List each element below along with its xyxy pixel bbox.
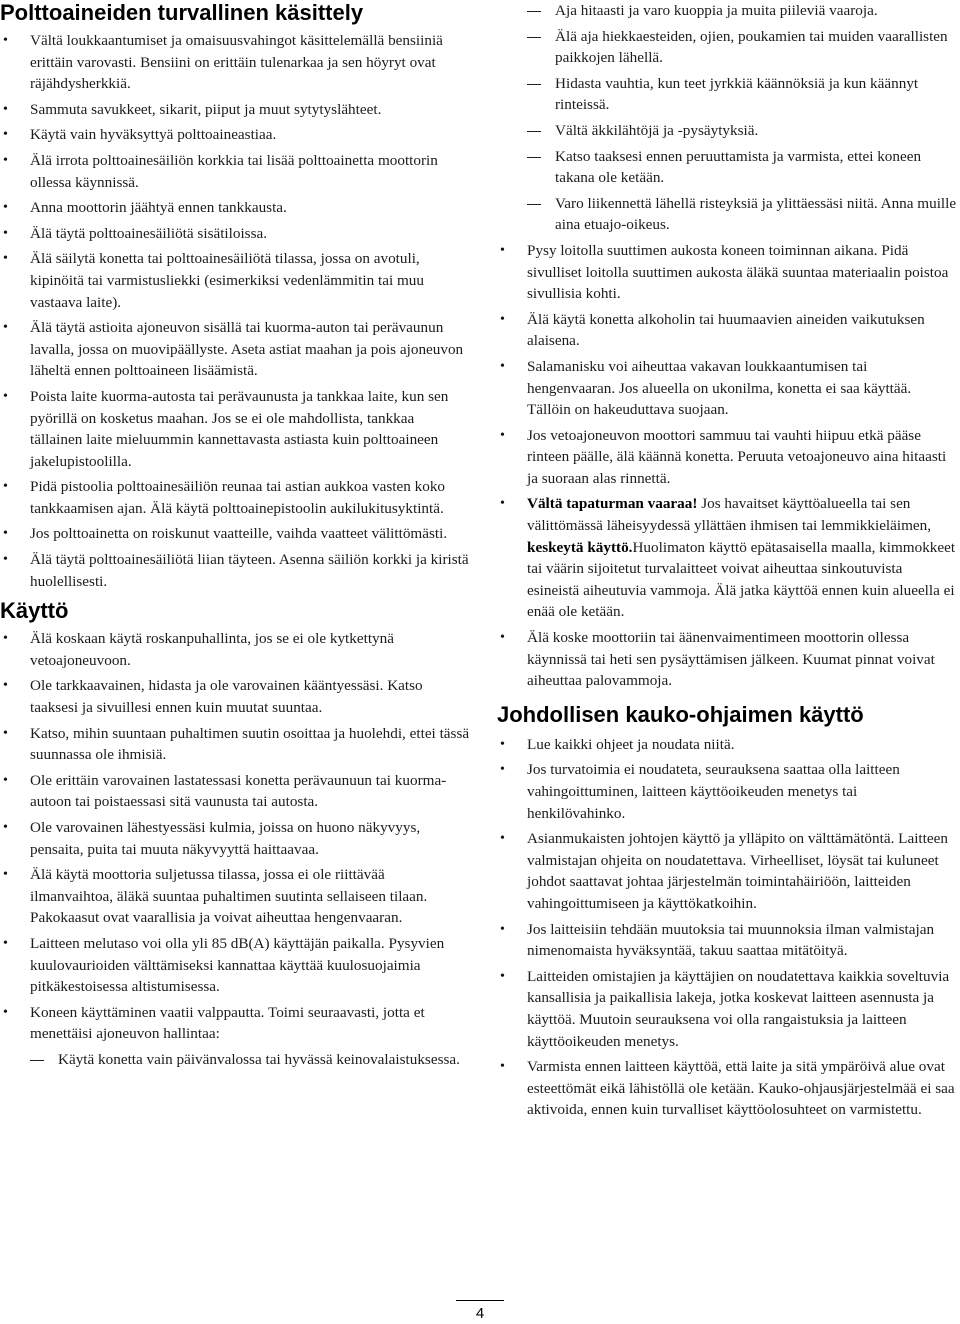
list-item: • Laitteiden omistajien ja käyttäjien on noudatettava kaikkia soveltuvia kansallisia ja paikallisia lakeja, jotka koskevat laitteen asennusta ja käyttöä. Muutoin seurauksena voi olla rangaistuksia ja laitteen käyttöoikeuden menetys.	[497, 966, 957, 1052]
accident-warning-item	[497, 493, 957, 623]
sub-list-item: Älä aja hiekkaesteiden, ojien, poukamien tai muiden vaarallisten paikkojen lähellä.	[497, 26, 957, 69]
page-number: 4	[475, 1305, 485, 1322]
list-item: • Ole varovainen lähestyessäsi kulmia, joissa on huono näkyvyys, pensaita, puita tai muuta näkyvyyttä haittaavaa.	[0, 817, 470, 860]
sub-list-item: Aja hitaasti ja varo kuoppia ja muita piileviä vaaroja.	[497, 0, 957, 22]
list-item: • Ole erittäin varovainen lastatessasi konetta perävaunuun tai kuorma-autoon tai poistaessasi sitä vaunusta tai autosta.	[0, 770, 470, 813]
list-item: • Ole tarkkaavainen, hidasta ja ole varovainen kääntyessäsi. Katso taaksesi ja sivuillesi ennen kuin muutat suuntaa.	[0, 675, 470, 718]
list-item: • Laitteen melutaso voi olla yli 85 dB(A) käyttäjän paikalla. Pysyvien kuulovaurioiden välttämiseksi kannattaa käyttää kuulosuojaimia pitkäkestoisessa altistumisessa.	[0, 933, 470, 998]
fuel-safety-list	[0, 30, 470, 592]
operation-heading: Käyttö	[0, 598, 69, 624]
sub-list-item: Hidasta vauhtia, kun teet jyrkkiä käännöksiä ja kun käännyt rinteissä.	[497, 73, 957, 116]
sub-list-item: Käytä konetta vain päivänvalossa tai hyvässä keinovalaistuksessa.	[0, 1049, 470, 1071]
list-item: • Asianmukaisten johtojen käyttö ja ylläpito on välttämätöntä. Laitteen valmistajan ohjeita on noudatettava. Virheelliset, löysät tai kuluneet johdot saattavat johtaa järjestelmän toimintahäiriöön, laitteiden vahingoittumiseen ja käyttökatkoihin.	[497, 828, 957, 914]
list-item: • Vältä loukkaantumiset ja omaisuusvahingot käsittelemällä bensiiniä erittäin varovasti. Bensiini on erittäin tulenarkaa ja sen höyryt ovat räjähdysherkkiä.	[0, 30, 470, 95]
list-item: • Jos vetoajoneuvon moottori sammuu tai vauhti hiipuu etkä pääse rinteen päälle, älä käännä konetta. Peruuta vetoajoneuvo aina hitaasti ja suoraan alas rinnettä.	[497, 425, 957, 490]
list-item: • Älä irrota polttoainesäiliön korkkia tai lisää polttoainetta moottorin ollessa käynnissä.	[0, 150, 470, 193]
operation-list-continued	[497, 240, 957, 692]
list-item: • Älä käytä moottoria suljetussa tilassa, jossa ei ole riittävää ilmanvaihtoa, äläkä suuntaa puhaltimen suutinta sellaiseen tilaan. Pakokaasut ovat vaarallisia ja voivat aiheuttaa hengenvaaran.	[0, 864, 470, 929]
list-item: • Varmista ennen laitteen käyttöä, että laite ja sitä ympäröivä alue ovat esteettömät eikä lähistöllä ole ketään. Kauko-ohjausjärjestelmää ei saa aktivoida, ennen kuin turvalliset käyttöolosuhteet on varmistettu.	[497, 1056, 957, 1121]
list-item: • Käytä vain hyväksyttyä polttoaineastiaa.	[0, 124, 470, 146]
list-item: • Lue kaikki ohjeet ja noudata niitä.	[497, 734, 957, 756]
accident-warning-text-2: Huolimaton käyttö epätasaisella maalla, kimmokkeet tai väärin sijoitetut turvalaitteet voivat aiheuttaa sinkoutuvista esineistä aiheutuvia vammoja. Älä jatka käyttöä ennen kuin alueella ei enää ole ketään.	[527, 538, 956, 621]
list-item: • Katso, mihin suuntaan puhaltimen suutin osoittaa ja huolehdi, ettei tässä suunnassa ole ihmisiä.	[0, 723, 470, 766]
list-item: • Älä täytä polttoainesäiliötä liian täyteen. Asenna säiliön korkki ja kiristä huolellisesti.	[0, 549, 470, 592]
list-item: • Salamanisku voi aiheuttaa vakavan loukkaantumisen tai hengenvaaran. Jos alueella on ukonilma, konetta ei saa käyttää. Tällöin on hakeuduttava suojaan.	[497, 356, 957, 421]
operation-sublist	[0, 1049, 470, 1071]
sub-list-item: Katso taaksesi ennen peruuttamista ja varmista, ettei koneen takana ole ketään.	[497, 146, 957, 189]
fuel-safety-heading: Polttoaineiden turvallinen käsittely	[0, 0, 364, 25]
accident-warning-text: Jos havaitset käyttöalueella tai sen välittömässä läheisyydessä yllättäen ihmisen tai lemmikkieläimen,	[527, 495, 932, 535]
list-item: • Älä koske moottoriin tai äänenvaimentimeen moottorin ollessa käynnissä tai heti sen pysäyttämisen jälkeen. Kuumat pinnat voivat aiheuttaa palovammoja.	[497, 627, 957, 692]
list-item: • Älä täytä polttoainesäiliötä sisätiloissa.	[0, 223, 470, 245]
remote-control-heading: Johdollisen kauko-ohjaimen käyttö	[497, 701, 864, 727]
list-item: • Pidä pistoolia polttoainesäiliön reunaa tai astian aukkoa vasten koko tankkaamisen ajan. Älä käytä polttoainepistoolin aukilukitusyktintä.	[0, 476, 470, 519]
vehicle-control-sublist	[497, 0, 957, 236]
remote-control-list	[497, 734, 957, 1121]
stop-use-bold: keskeytä käyttö.	[527, 538, 633, 556]
left-column	[0, 0, 470, 1075]
page-number-rule	[456, 1300, 504, 1301]
right-column	[497, 0, 957, 1125]
list-item: • Jos polttoainetta on roiskunut vaatteille, vaihda vaatteet välittömästi.	[0, 523, 470, 545]
operation-list	[0, 628, 470, 1045]
accident-warning-bold: Vältä tapaturman vaaraa!	[527, 495, 698, 513]
list-item: • Jos turvatoimia ei noudateta, seurauksena saattaa olla laitteen vahingoittuminen, laitteen käyttöoikeuden menetys tai henkilövahinko.	[497, 759, 957, 824]
list-item: • Älä täytä astioita ajoneuvon sisällä tai kuorma-auton tai perävaunun lavalla, jossa on muovipäällyste. Aseta astiat maahan ja pois ajoneuvon läheltä ennen polttoaineen lisäämistä.	[0, 317, 470, 382]
list-item: • Anna moottorin jäähtyä ennen tankkausta.	[0, 197, 470, 219]
list-item: • Jos laitteisiin tehdään muutoksia tai muunnoksia ilman valmistajan nimenomaista hyväksyntää, takuu saattaa mitätöityä.	[497, 919, 957, 962]
list-item: • Älä käytä konetta alkoholin tai huumaavien aineiden vaikutuksen alaisena.	[497, 309, 957, 352]
list-item: • Sammuta savukkeet, sikarit, piiput ja muut sytytyslähteet.	[0, 99, 470, 121]
list-item: • Koneen käyttäminen vaatii valppautta. Toimi seuraavasti, jotta et menettäisi ajoneuvon hallintaa:	[0, 1002, 470, 1045]
list-item: • Pysy loitolla suuttimen aukosta koneen toiminnan aikana. Pidä sivulliset loitolla suuttimen aukosta äläkä suuntaa materiaalin poistoa sivullisia kohti.	[497, 240, 957, 305]
sub-list-item: Varo liikennettä lähellä risteyksiä ja ylittäessäsi niitä. Anna muille aina etuajo-oikeus.	[497, 193, 957, 236]
list-item: • Älä koskaan käytä roskanpuhallinta, jos se ei ole kytkettynä vetoajoneuvoon.	[0, 628, 470, 671]
list-item: • Poista laite kuorma-autosta tai perävaunusta ja tankkaa laite, kun sen pyörillä on kosketus maahan. Jos se ei ole mahdollista, tankkaa tällainen laite mieluummin kannettavasta astiasta kuin polttoaineen jakelupistoolilla.	[0, 386, 470, 472]
sub-list-item: Vältä äkkilähtöjä ja -pysäytyksiä.	[497, 120, 957, 142]
list-item: • Älä säilytä konetta tai polttoainesäiliötä tilassa, jossa on avotuli, kipinöitä tai varmistusliekki (esimerkiksi vedenlämmitin tai muu vastaava laite).	[0, 248, 470, 313]
